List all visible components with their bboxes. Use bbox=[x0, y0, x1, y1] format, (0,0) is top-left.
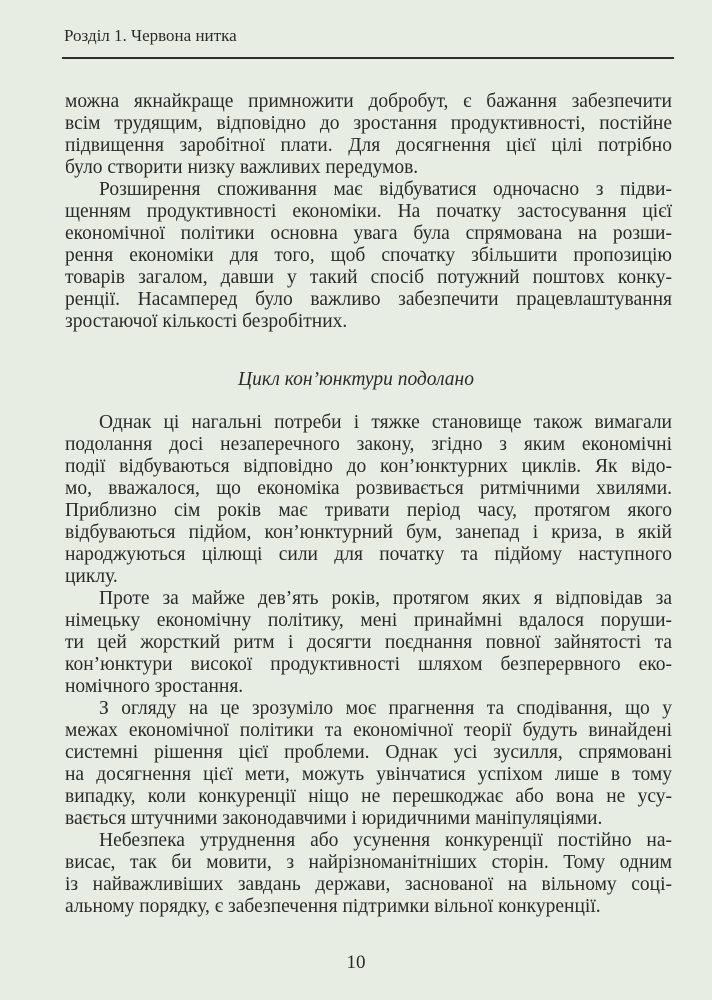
text-line: випадку, коли конкуренції ніщо не перешкоджає або вона не усу- bbox=[65, 786, 672, 807]
text-line: всім трудящим, відповідно до зростання продуктивності, постійне bbox=[65, 113, 672, 134]
text-line: Розширення споживання має відбуватися одночасно з підви- bbox=[99, 179, 672, 200]
running-header: Розділ 1. Червона нитка bbox=[64, 26, 237, 45]
text-line: вається штучними законодавчими і юридичними маніпуляціями. bbox=[65, 808, 603, 829]
paragraph bbox=[65, 698, 672, 830]
paragraph bbox=[65, 179, 672, 333]
paragraph bbox=[65, 412, 672, 588]
text-line: Однак ці нагальні потреби і тяжке становище також вимагали bbox=[99, 412, 672, 433]
text-line: рення економіки для того, щоб спочатку збільшити пропозицію bbox=[65, 245, 672, 266]
text-block-1 bbox=[65, 91, 672, 333]
text-line: альному порядку, є забезпечення підтримки вільної конкуренції. bbox=[65, 896, 601, 917]
text-line: ренції. Насамперед було важливо забезпечити працевлаштування bbox=[65, 289, 672, 310]
text-line: З огляду на це зрозуміло моє прагнення та сподівання, що у bbox=[99, 698, 672, 719]
text-line: подолання досі незаперечного закону, згідно з яким економічні bbox=[65, 434, 672, 455]
text-line: системні рішення цієї проблеми. Однак усі зусилля, спрямовані bbox=[65, 742, 672, 763]
paragraph bbox=[65, 830, 672, 918]
text-line: номічного зростання. bbox=[65, 676, 244, 697]
text-line: події відбуваються відповідно до кон’юнктурних циклів. Як відо- bbox=[65, 456, 672, 477]
text-line: щенням продуктивності економіки. На початку застосування цієї bbox=[65, 201, 672, 222]
text-line: німецьку економічну політику, мені принаймні вдалося поруши- bbox=[65, 610, 672, 631]
text-line: товарів загалом, давши у такий спосіб потужний поштовх конку- bbox=[65, 267, 672, 288]
text-line: Проте за майже дев’ять років, протягом яких я відповідав за bbox=[99, 588, 672, 609]
text-line: циклу. bbox=[65, 566, 118, 587]
text-line: висає, так би мовити, з найрізноманітніших сторін. Тому одним bbox=[65, 852, 672, 873]
text-line: відбуваються підйом, кон’юнктурний бум, занепад і криза, в якій bbox=[65, 522, 672, 543]
text-line: зростаючої кількості безробітних. bbox=[65, 311, 348, 332]
header-rule bbox=[62, 57, 674, 59]
text-line: було створити низку важливих передумов. bbox=[65, 157, 419, 178]
text-line: можна якнайкраще примножити добробут, є бажання забезпечити bbox=[65, 91, 672, 112]
text-line: на досягнення цієї мети, можуть увінчатися успіхом лише в тому bbox=[65, 764, 672, 785]
text-line: межах економічної політики та економічної теорії будуть винайдені bbox=[65, 720, 672, 741]
page-number: 10 bbox=[346, 952, 366, 973]
text-line: ти цей жорсткий ритм і досягти поєднання повної зайнятості та bbox=[65, 632, 672, 653]
text-line: підвищення заробітної плати. Для досягнення цієї цілі потрібно bbox=[65, 135, 672, 156]
text-line: мо, вважалося, що економіка розвивається ритмічними хвилями. bbox=[65, 478, 672, 499]
text-line: кон’юнктури високої продуктивності шляхом безперервного еко- bbox=[65, 654, 672, 675]
text-line: Небезпека утруднення або усунення конкуренції постійно на- bbox=[99, 830, 672, 851]
text-line: народжуються цілющі сили для початку та підйому наступного bbox=[65, 544, 672, 565]
text-line: із найважливіших завдань держави, заснованої на вільному соці- bbox=[65, 874, 672, 895]
paragraph bbox=[65, 91, 672, 179]
paragraph bbox=[65, 588, 672, 698]
section-heading: Цикл кон’юнктури подолано bbox=[238, 369, 474, 390]
text-block-2 bbox=[65, 412, 672, 918]
text-line: Приблизно сім років має тривати період часу, протягом якого bbox=[65, 500, 672, 521]
text-line: економічної політики основна увага була спрямована на розши- bbox=[65, 223, 672, 244]
